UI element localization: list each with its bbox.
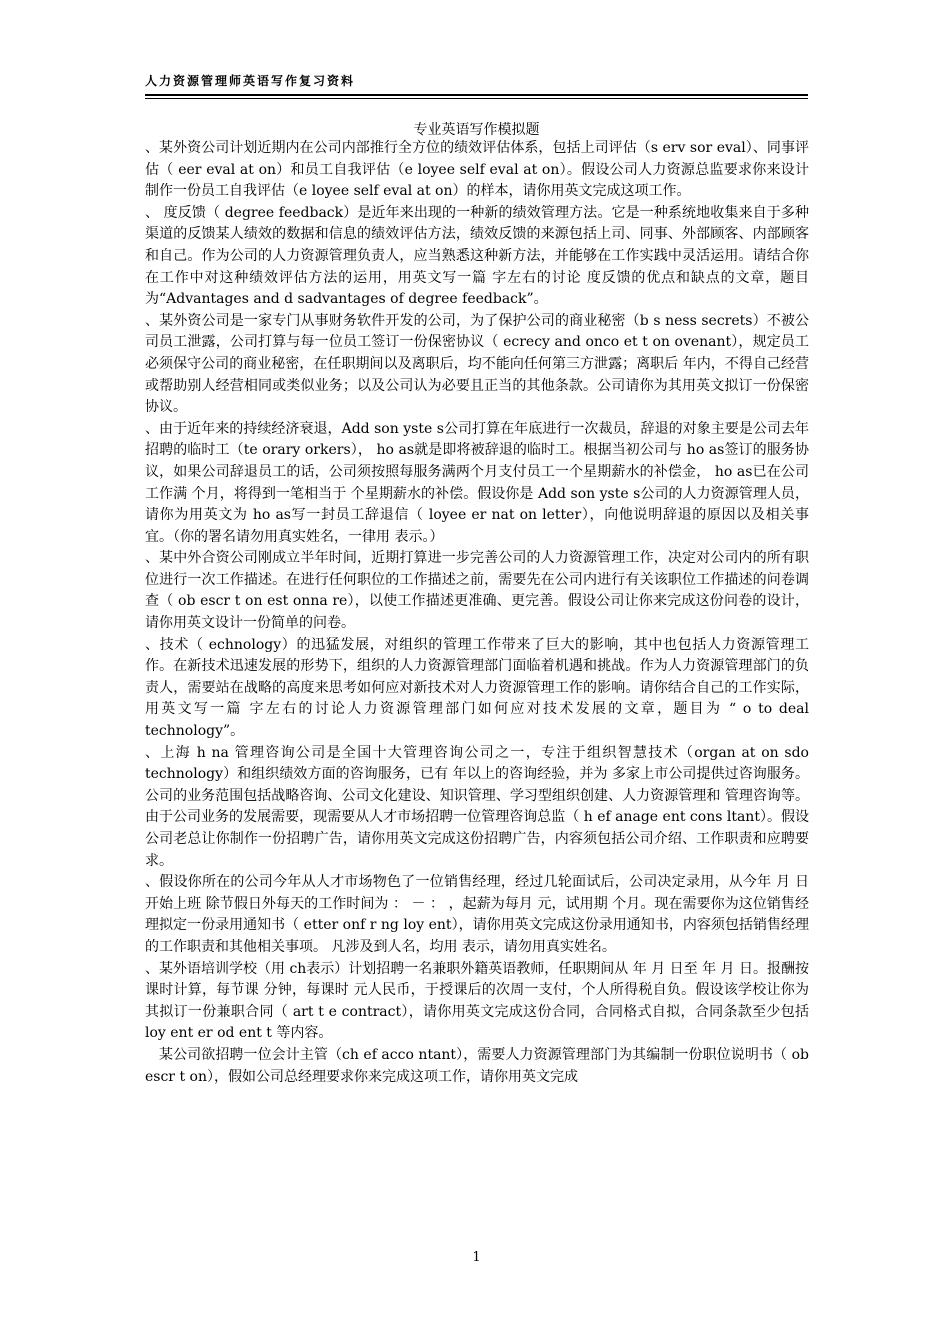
header-rule-thin xyxy=(145,98,808,99)
question-paragraph: 、由于近年来的持续经济衰退，Add son yste s公司打算在年底进行一次裁员，辞退的对象主要是公司去年招聘的临时工（te orary orkers）， ho as就是即将被辞退的临时工。根据当初公司与 ho as签订的服务协议，如果公司辞退员工的话，公司须按照每服务满两个月支付员工一个星期薪水的补偿金， ho as已在公司工作满 个月，将得到一笔相当于 个星期薪水的补偿。假设你是 Add son yste s公司的人力资源管理人员，请你为用英文为 ho as写一封员工辞退信（ loyee er nat on letter），向他说明辞退的原因以及相关事宜。（你的署名请勿用真实姓名，一律用 表示。） xyxy=(145,420,809,545)
page-number: 1 xyxy=(472,1250,481,1265)
header-rule-thick xyxy=(145,94,808,96)
question-paragraph: 、 度反馈（ degree feedback）是近年来出现的一种新的绩效管理方法。它是一种系统地收集来自于多种渠道的反馈某人绩效的数据和信息的绩效评估方法，绩效反馈的来源包括上司、同事、外部顾客、内部顾客和自己。作为公司的人力资源管理负责人，应当熟悉这种新方法，并能够在工作实践中灵活运用。请结合你在工作中对这种绩效评估方法的运用，用英文写一篇 字左右的讨论 度反馈的优点和缺点的文章，题目为“Advantages and d sadvantages of degree feedback”。 xyxy=(145,204,809,308)
question-paragraph: 、某外资公司计划近期内在公司内部推行全方位的绩效评估体系，包括上司评估（s erv sor eval）、同事评估（ eer eval at on）和员工自我评估（e loyee self eval at on）。假设公司人力资源总监要求你来设计制作一份员工自我评估（e loyee self eval at on）的样本，请你用英文完成这项工作。 xyxy=(145,140,809,200)
question-paragraph: 、某中外合资公司刚成立半年时间，近期打算进一步完善公司的人力资源管理工作，决定对公司内的所有职位进行一次工作描述。在进行任何职位的工作描述之前，需要先在公司内进行有关该职位工作描述的问卷调查（ ob escr t on est onna re），以使工作描述更准确、更完善。假设公司让你来完成这份问卷的设计，请你用英文设计一份简单的问卷。 xyxy=(145,550,809,632)
document-title: 专业英语写作模拟题 xyxy=(413,122,540,138)
question-paragraph: 、假设你所在的公司今年从人才市场物色了一位销售经理，经过几轮面试后，公司决定录用，从今年 月 日开始上班 除节假日外每天的工作时间为 ： － ： ，起薪为每月 元，试用期 个月。现在需要你为这位销售经理拟定一份录用通知书（ etter onf r ng loy ent），请你用英文完成这份录用通知书，内容须包括销售经理的工作职责和其他相关事项。 凡涉及到人名，均用 表示，请勿用真实姓名。 xyxy=(145,874,809,955)
question-paragraph: 、某外语培训学校（用 ch表示）计划招聘一名兼职外籍英语教师，任职期间从 年 月 日至 年 月 日。报酬按课时计算，每节课 分钟，每课时 元人民币，于授课后的次周一支付，个人所得税自负。假设该学校让你为其拟订一份兼职合同（ art t e contract），请你用英文完成这份合同，合同格式自拟，合同条款至少包括 loy ent er od ent t 等内容。 xyxy=(145,960,810,1042)
question-paragraph: 、某外资公司是一家专门从事财务软件开发的公司，为了保护公司的商业秘密（b s ness secrets）不被公司员工泄露，公司打算与每一位员工签订一份保密协议（ ecrecy and onco et t on ovenant），规定员工必须保守公司的商业秘密，在任职期间以及离职后，均不能向任何第三方泄露；离职后 年内，不得自己经营或帮助别人经营相同或类似业务；以及公司认为必要且正当的其他条款。公司请你为其用英文拟订一份保密协议。 xyxy=(145,312,809,416)
question-paragraph: 、上海 h na 管理咨询公司是全国十大管理咨询公司之一，专注于组织智慧技术（organ at on sdo technology）和组织绩效方面的咨询服务，已有 年以上的咨询经验，并为 多家上市公司提供过咨询服务。公司的业务范围包括战略咨询、公司文化建设、知识管理、学习型组织创建、人力资源管理和 管理咨询等。由于公司业务的发展需要，现需要从人才市场招聘一位管理咨询总监（ h ef anage ent cons ltant）。假设公司老总让你制作一份招聘广告，请你用英文完成这份招聘广告，内容须包括公司介绍、工作职责和应聘要求。 xyxy=(145,744,809,869)
running-header: 人力资源管理师英语写作复习资料 xyxy=(145,74,356,88)
question-paragraph: 某公司欲招聘一位会计主管（ch ef acco ntant），需要人力资源管理部门为其编制一份职位说明书（ ob escr t on），假如公司总经理要求你来完成这项工作，请你用英文完成 xyxy=(145,1046,809,1085)
question-paragraph: 、技术（ echnology）的迅猛发展，对组织的管理工作带来了巨大的影响，其中也包括人力资源管理工作。在新技术迅速发展的形势下，组织的人力资源管理部门面临着机遇和挑战。作为人力资源管理部门的负责人，需要站在战略的高度来思考如何应对新技术对人力资源管理工作的影响。请你结合自己的工作实际，用英文写一篇 字左右的讨论人力资源管理部门如何应对技术发展的文章，题目为 “ o to deal technology”。 xyxy=(145,636,809,740)
document-body xyxy=(145,138,809,1088)
